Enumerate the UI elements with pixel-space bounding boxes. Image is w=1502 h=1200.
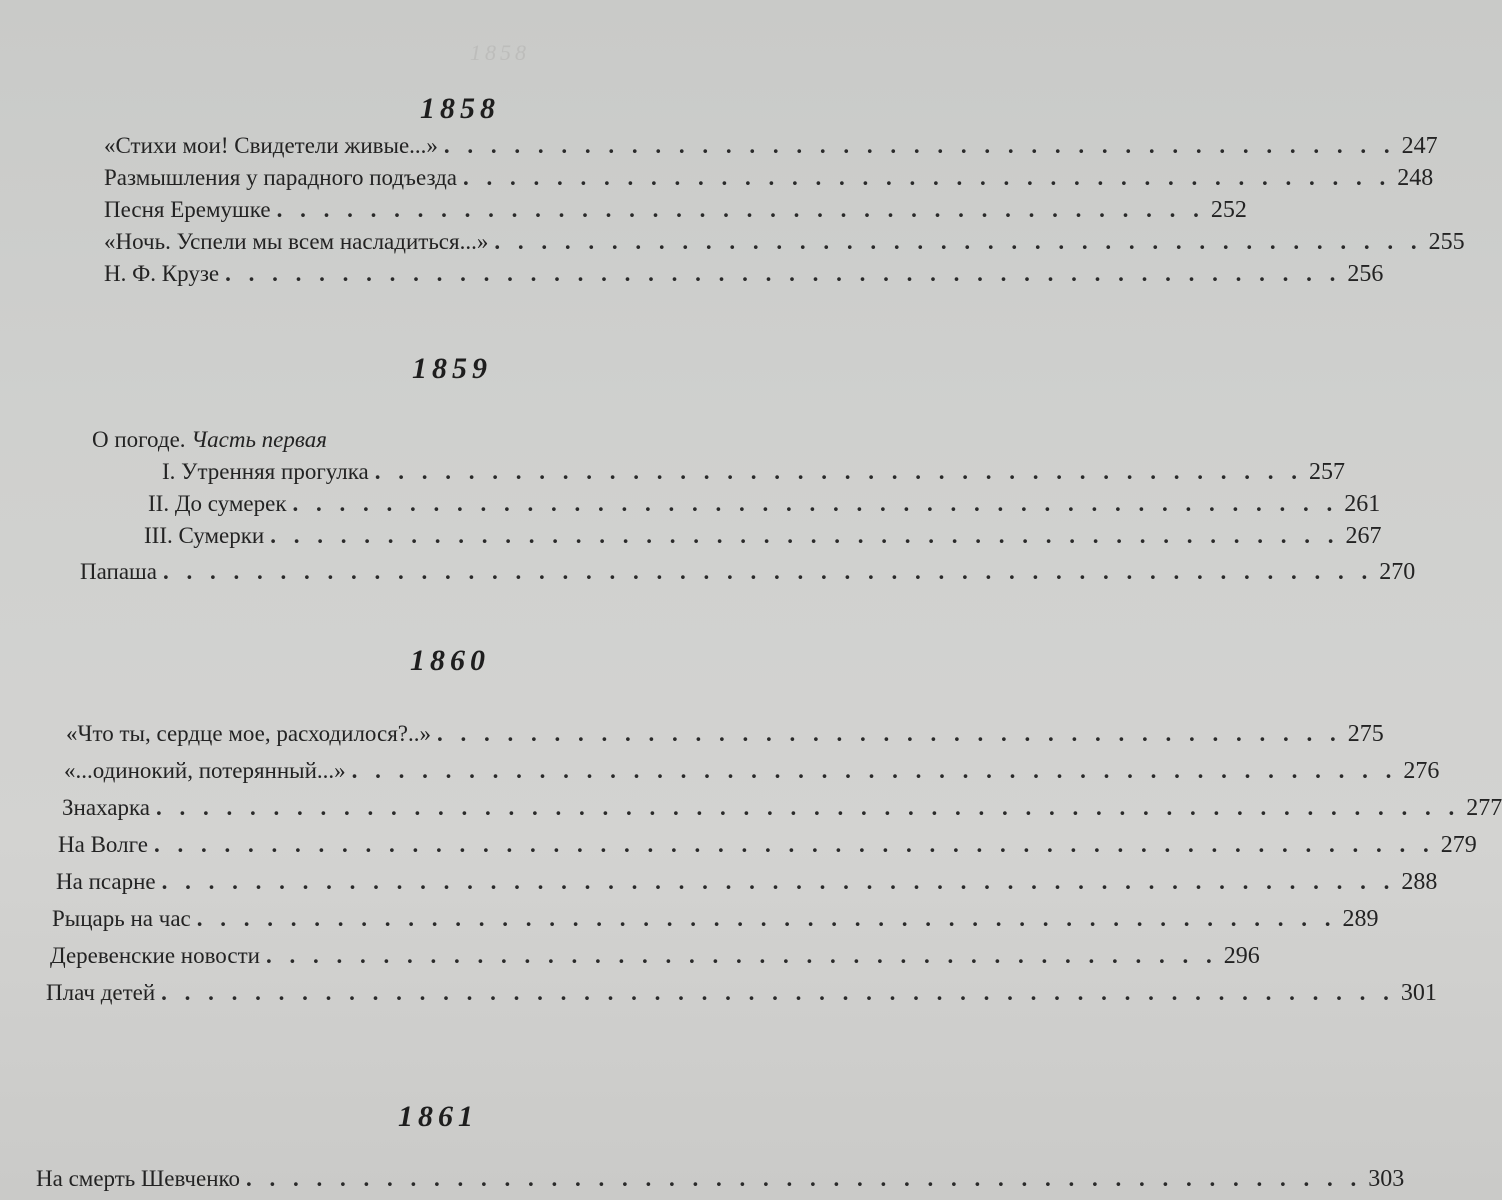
entry-title: II. До сумерек [148,491,287,516]
leader-dots: . . . . . . . . . . . . . . . . . . . . . . . . . . . . . . . . . . . . . . . . . . . . . . . . . [196,906,1337,931]
entry-title: Деревенские новости [50,943,260,968]
year-heading: 1860 [410,644,490,677]
entry-title: На Волге [58,832,148,857]
entry-page: 301 [1400,980,1437,1006]
toc-entry[interactable] [36,1165,1405,1193]
subsection-heading [92,426,327,454]
entry-title: Размышления у парадного подъезда [104,165,458,190]
leader-dots: . . . . . . . . . . . . . . . . . . . . . . . . . . . . . . . . . . . . . . . . [276,197,1205,222]
year-heading: 1859 [412,352,492,385]
entry-title: Папаша [80,559,157,584]
leader-dots: . . . . . . . . . . . . . . . . . . . . . . . . . . . . . . . . . . . . . . . . . . . . . [292,491,1339,516]
toc-entry[interactable] [64,757,1440,785]
entry-title: «...одинокий, потерянный...» [64,758,346,783]
leader-dots: . . . . . . . . . . . . . . . . . . . . . . . . . . . . . . . . . . . . . . . . . . . . . . . . . . . . . . . . [155,795,1461,820]
entry-page: 252 [1210,197,1247,223]
subsection-part: Часть первая [191,427,327,452]
entry-title: На псарне [56,869,156,894]
entry-page: 247 [1401,133,1438,159]
leader-dots: . . . . . . . . . . . . . . . . . . . . . . . . . . . . . . . . . . . . . . . . . . . . . . . . [225,261,1342,286]
entry-page: 276 [1403,758,1440,784]
entry-page: 289 [1342,906,1379,932]
toc-entry[interactable] [56,868,1438,896]
year-heading: 1861 [398,1100,478,1133]
leader-dots: . . . . . . . . . . . . . . . . . . . . . . . . . . . . . . . . . . . . . . . . [374,459,1304,484]
leader-dots: . . . . . . . . . . . . . . . . . . . . . . . . . . . . . . . . . . . . . . . . . . . . . . . . . . . . . [161,980,1395,1005]
entry-title: «Стихи мои! Свидетели живые...» [104,133,438,158]
toc-entry[interactable] [162,458,1346,486]
leader-dots: . . . . . . . . . . . . . . . . . . . . . . . . . . . . . . . . . . . . . . . . . . . . . . . . [246,1166,1363,1191]
entry-title: Н. Ф. Крузе [104,261,220,286]
toc-entry[interactable] [104,228,1465,256]
entry-page: 279 [1440,832,1477,858]
bleed-through-text: 1858 [470,40,530,65]
leader-dots: . . . . . . . . . . . . . . . . . . . . . . . . . . . . . . . . . . . . . . . [437,721,1342,746]
toc-entry[interactable] [66,720,1384,748]
entry-page: 270 [1379,559,1416,585]
leader-dots: . . . . . . . . . . . . . . . . . . . . . . . . . . . . . . . . . . . . . . . . . . . . . . . . . . . . . . . [153,832,1435,857]
entry-title: Рыцарь на час [52,906,191,931]
entry-title: «Ночь. Успели мы всем насладиться...» [104,229,489,254]
toc-entry[interactable] [104,196,1247,224]
year-heading: 1858 [420,92,500,125]
toc-entry[interactable] [104,132,1438,160]
entry-title: Знахарка [62,795,150,820]
leader-dots: . . . . . . . . . . . . . . . . . . . . . . . . . . . . . . . . . . . . . . . . . [443,133,1396,158]
entry-page: 257 [1309,459,1346,485]
toc-entry[interactable] [50,942,1260,970]
leader-dots: . . . . . . . . . . . . . . . . . . . . . . . . . . . . . . . . . . . . . . . . . . . . . [351,758,1398,783]
subsection-title: О погоде. [92,427,192,452]
entry-page: 267 [1345,523,1382,549]
entry-title: III. Сумерки [144,523,265,548]
toc-entry[interactable] [52,905,1379,933]
leader-dots: . . . . . . . . . . . . . . . . . . . . . . . . . . . . . . . . . . . . . . . . [494,229,1423,254]
leader-dots: . . . . . . . . . . . . . . . . . . . . . . . . . . . . . . . . . . . . . . . . . . . . . . [270,523,1340,548]
entry-page: 277 [1466,795,1502,821]
toc-entry[interactable] [80,558,1416,586]
entry-page: 303 [1368,1166,1405,1192]
entry-page: 296 [1223,943,1260,969]
entry-title: На смерть Шевченко [36,1166,241,1191]
leader-dots: . . . . . . . . . . . . . . . . . . . . . . . . . . . . . . . . . . . . . . . . . . . . . . . . . . . . [162,559,1374,584]
toc-entry[interactable] [104,164,1434,192]
entry-page: 248 [1397,165,1434,191]
entry-title: Плач детей [46,980,156,1005]
entry-title: Песня Еремушке [104,197,271,222]
entry-page: 261 [1344,491,1381,517]
leader-dots: . . . . . . . . . . . . . . . . . . . . . . . . . . . . . . . . . . . . . . . . . . . . . . . . . . . . . [161,869,1396,894]
toc-entry[interactable] [62,794,1502,822]
toc-entry[interactable] [104,260,1384,288]
entry-title: «Что ты, сердце мое, расходилося?..» [66,721,431,746]
entry-title: I. Утренняя прогулка [162,459,369,484]
leader-dots: . . . . . . . . . . . . . . . . . . . . . . . . . . . . . . . . . . . . . . . . [463,165,1392,190]
toc-entry[interactable] [144,522,1382,550]
entry-page: 255 [1428,229,1465,255]
leader-dots: . . . . . . . . . . . . . . . . . . . . . . . . . . . . . . . . . . . . . . . . . [265,943,1218,968]
entry-page: 288 [1401,869,1438,895]
entry-page: 256 [1347,261,1384,287]
entry-page: 275 [1347,721,1384,747]
toc-entry[interactable] [46,979,1437,1007]
toc-entry[interactable] [58,831,1477,859]
toc-entry[interactable] [148,490,1381,518]
